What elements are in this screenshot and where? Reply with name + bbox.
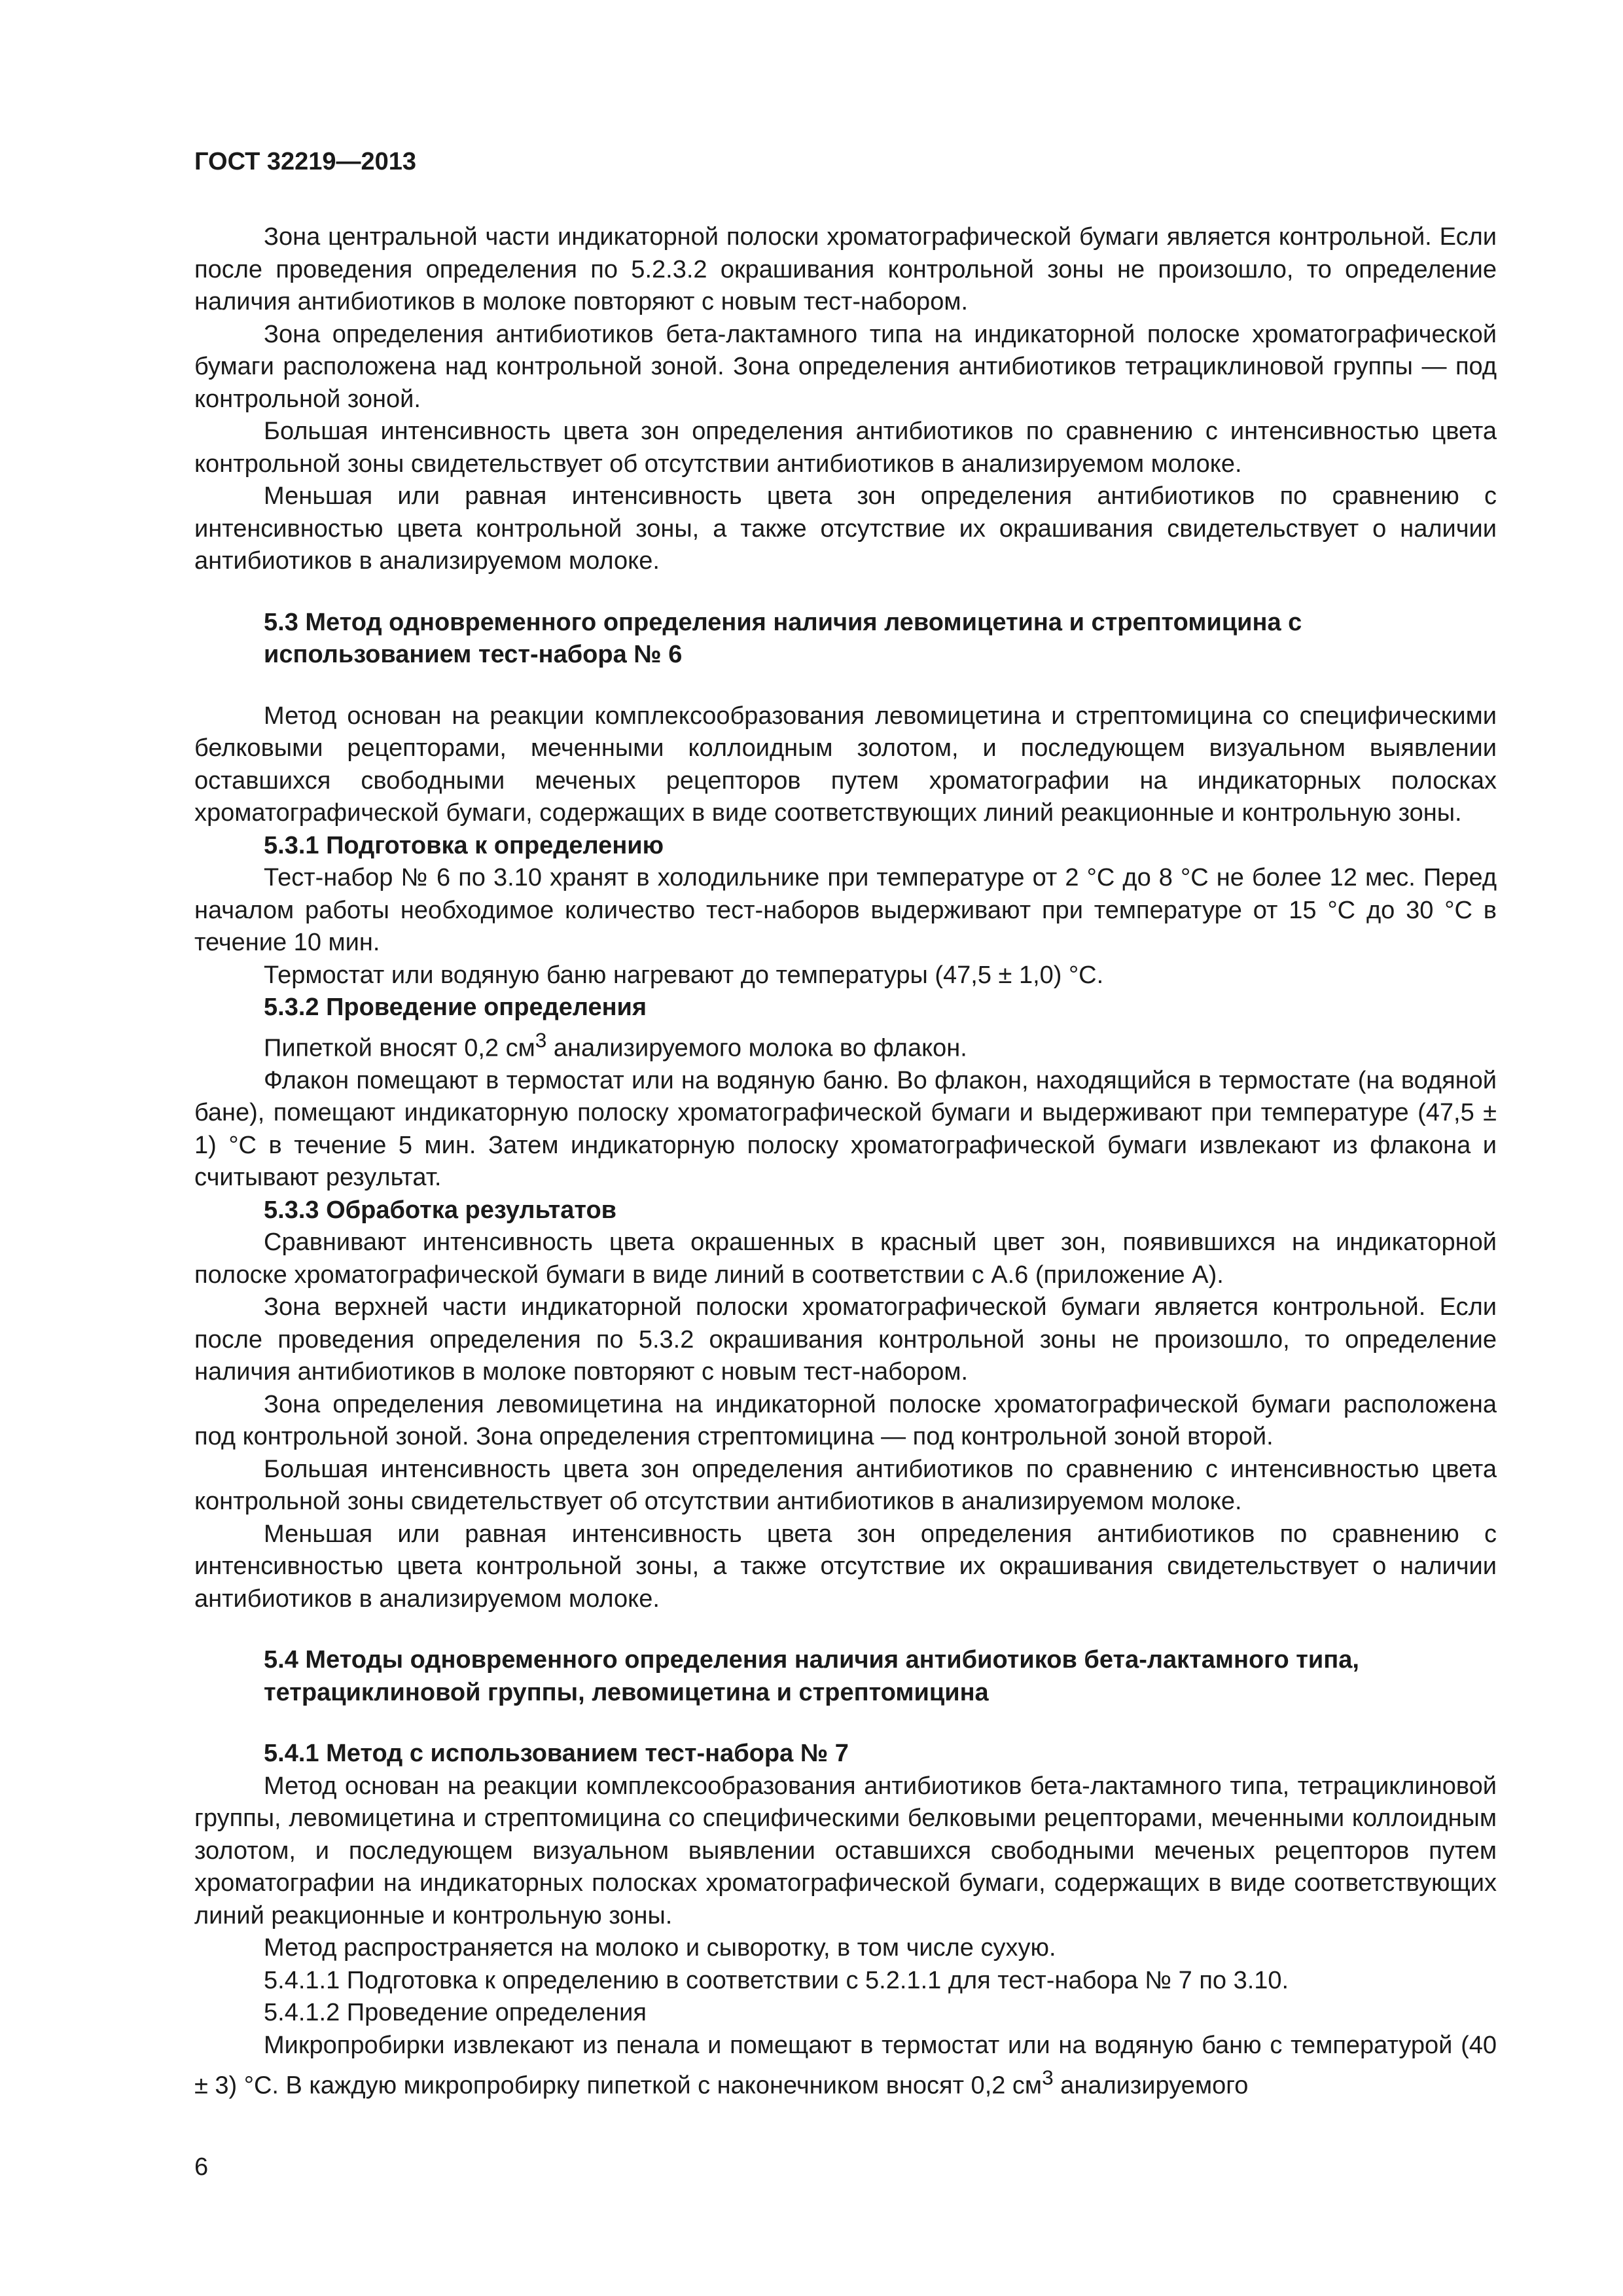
paragraph: Тест-набор № 6 по 3.10 хранят в холодильнике при температуре от 2 °С до 8 °С не более 12 мес. Перед началом работы необходимое количество тест-наборов выдерживают при температуре от 15 °С до 30 °С в течение 10 мин.: [194, 864, 1497, 956]
subsection-heading-5-3-2: 5.3.2 Проведение определения: [264, 994, 647, 1021]
paragraph: Метод основан на реакции комплексообразования антибиотиков бета-лактамного типа, тетрациклиновой группы, левомицетина и стрептомицина со специфическими белковыми рецепторами, меченными коллоидным золотом, и последующем визуальном выявлении оставшихся свободными меченых рецепторов путем хроматографии на индикаторных полосках хроматографической бумаги, содержащих в виде соответствующих линий реакционные и контрольную зоны.: [194, 1772, 1497, 1929]
paragraph: Метод распространяется на молоко и сыворотку, в том числе сухую.: [264, 1934, 1056, 1962]
document-body: [194, 221, 1497, 2102]
paragraph: Метод основан на реакции комплексообразования левомицетина и стрептомицина со специфическими белковыми рецепторами, меченными коллоидным золотом, и последующем визуальном выявлении оставшихся свободными меченых рецепторов путем хроматографии на индикаторных полосках хроматографической бумаги, содержащих в виде соответствующих линий реакционные и контрольную зоны.: [194, 702, 1497, 827]
page-number: 6: [194, 2153, 209, 2181]
paragraph: [194, 2030, 1497, 2103]
paragraph: Сравнивают интенсивность цвета окрашенных в красный цвет зон, появившихся на индикаторной полоске хроматографической бумаги в виде линий в соответствии с А.6 (приложение А).: [194, 1229, 1497, 1289]
paragraph: 5.4.1.1 Подготовка к определению в соответствии с 5.2.1.1 для тест-набора № 7 по 3.10.: [264, 1966, 1289, 1994]
superscript: 3: [535, 1028, 547, 1052]
section-heading-5-3: 5.3 Метод одновременного определения наличия левомицетина и стрептомицина с использованием тест-набора № 6: [264, 608, 1302, 668]
paragraph-text: Микропробирки извлекают из пенала и помещают в термостат или на водяную баню с температурой (40 ± 3) °С. В каждую микропробирку пипеткой с наконечником вносят 0,2 см: [194, 2031, 1497, 2100]
paragraph: 5.4.1.2 Проведение определения: [264, 1999, 647, 2027]
paragraph: Термостат или водяную баню нагревают до температуры (47,5 ± 1,0) °С.: [264, 961, 1104, 989]
paragraph: Зона определения левомицетина на индикаторной полоске хроматографической бумаги расположена под контрольной зоной. Зона определения стрептомицина — под контрольной зоной второй.: [194, 1390, 1497, 1451]
paragraph-text: анализируемого: [1053, 2072, 1249, 2100]
subsection-heading-5-3-1: 5.3.1 Подготовка к определению: [264, 831, 664, 859]
paragraph: Большая интенсивность цвета зон определения антибиотиков по сравнению с интенсивностью цвета контрольной зоны свидетельствует об отсутствии антибиотиков в анализируемом молоке.: [194, 418, 1497, 478]
paragraph: Зона центральной части индикаторной полоски хроматографической бумаги является контрольной. Если после проведения определения по 5.2.3.2 окрашивания контрольной зоны не произошло, то определение наличия антибиотиков в молоке повторяют с новым тест-набором.: [194, 223, 1497, 315]
paragraph: Зона верхней части индикаторной полоски хроматографической бумаги является контрольной. Если после проведения определения по 5.3.2 окрашивания контрольной зоны не произошло, то определение наличия антибиотиков в молоке повторяют с новым тест-набором.: [194, 1293, 1497, 1386]
superscript: 3: [1042, 2066, 1054, 2090]
subsection-heading-5-4-1: 5.4.1 Метод с использованием тест-набора № 7: [264, 1740, 849, 1768]
paragraph: Большая интенсивность цвета зон определения антибиотиков по сравнению с интенсивностью цвета контрольной зоны свидетельствует об отсутствии антибиотиков в анализируемом молоке.: [194, 1455, 1497, 1516]
paragraph: Зона определения антибиотиков бета-лактамного типа на индикаторной полоске хроматографической бумаги расположена над контрольной зоной. Зона определения антибиотиков тетрациклиновой группы — под контрольной зоной.: [194, 320, 1497, 413]
paragraph: Меньшая или равная интенсивность цвета зон определения антибиотиков по сравнению с интенсивностью цвета контрольной зоны, а также отсутствие их окрашивания свидетельствует о наличии антибиотиков в анализируемом молоке.: [194, 482, 1497, 575]
paragraph: Флакон помещают в термостат или на водяную баню. Во флакон, находящийся в термостате (на водяной бане), помещают индикаторную полоску хроматографической бумаги и выдерживают при температуре (47,5 ± 1) °С в течение 5 мин. Затем индикаторную полоску хроматографической бумаги извлекают из флакона и считывают результат.: [194, 1066, 1497, 1192]
paragraph-text: Пипеткой вносят 0,2 см: [264, 1034, 535, 1062]
paragraph-text: анализируемого молока во флакон.: [546, 1034, 967, 1062]
section-heading-5-4: 5.4 Методы одновременного определения наличия антибиотиков бета-лактамного типа, тетрациклиновой группы, левомицетина и стрептомицина: [264, 1646, 1359, 1706]
document-code-header: ГОСТ 32219—2013: [194, 148, 417, 175]
paragraph: Меньшая или равная интенсивность цвета зон определения антибиотиков по сравнению с интенсивностью цвета контрольной зоны, а также отсутствие их окрашивания свидетельствует о наличии антибиотиков в анализируемом молоке.: [194, 1520, 1497, 1613]
paragraph: [194, 1024, 1497, 1065]
subsection-heading-5-3-3: 5.3.3 Обработка результатов: [264, 1196, 617, 1224]
